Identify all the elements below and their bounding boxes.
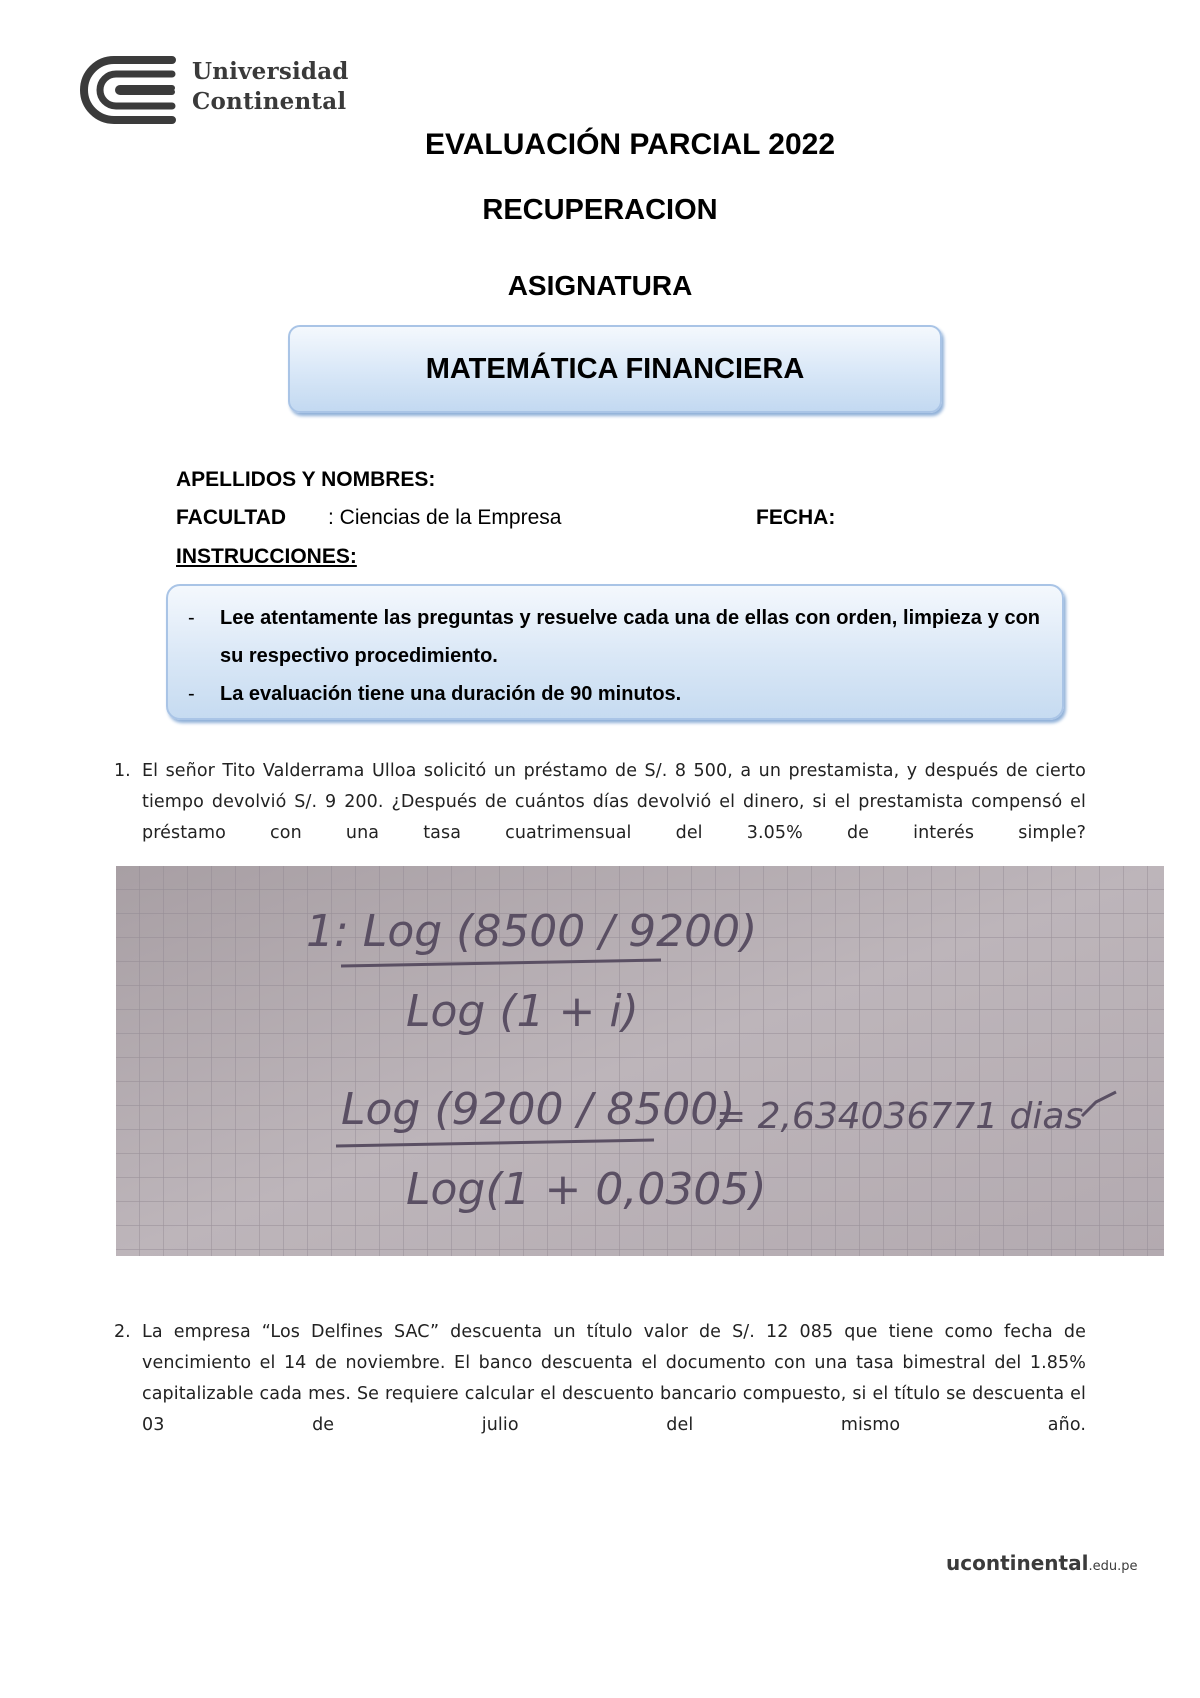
subject-label: ASIGNATURA [507, 270, 693, 301]
continental-logo-icon [76, 52, 182, 128]
instruction-item [188, 675, 1040, 713]
handwritten-line-4: Log(1 + 0,0305) [406, 1164, 767, 1215]
faculty-value: : Ciencias de la Empresa [328, 506, 562, 529]
instruction-item [188, 599, 1040, 675]
handwritten-result: = 2,634036771 dias [716, 1096, 1084, 1137]
instructions-box [166, 584, 1064, 720]
logo-line-2: Continental [192, 88, 347, 115]
instructions-label: INSTRUCCIONES: [176, 545, 357, 568]
exam-title: EVALUACIÓN PARCIAL 2022 [424, 128, 836, 161]
question-number: 2. [114, 1322, 131, 1342]
bullet-dash: - [188, 683, 195, 705]
footer-brand [946, 1551, 1137, 1575]
question-line: El señor Tito Valderrama Ulloa solicitó un préstamo de S/. 8 500, a un prestamista, y después de cierto [142, 761, 1086, 781]
graph-paper-photo [116, 866, 1164, 1256]
handwritten-line-1: 1: Log (8500 / 9200) [306, 906, 758, 957]
university-logo [76, 52, 376, 132]
exam-subtitle: RECUPERACION [482, 194, 718, 226]
instruction-text: Lee atentamente las preguntas y resuelve cada una de ellas con orden, limpieza y con su respectivo procedimiento. [220, 607, 1040, 667]
subject-name: MATEMÁTICA FINANCIERA [425, 352, 805, 385]
question-line: vencimiento el 14 de noviembre. El banco descuenta el documento con una tasa bimestral del 1.85% [142, 1353, 1086, 1373]
question-line: La empresa “Los Delfines SAC” descuenta un título valor de S/. 12 085 que tiene como fecha de [142, 1322, 1086, 1342]
faculty-label: FACULTAD [176, 506, 287, 529]
question-line: 03 de julio del mismo año. [142, 1415, 1086, 1435]
question-line: capitalizable cada mes. Se requiere calcular el descuento bancario compuesto, si el título se descuenta el [142, 1384, 1086, 1404]
logo-line-1: Universidad [192, 58, 349, 85]
subject-box [288, 325, 942, 413]
footer-brand-name: ucontinental [946, 1551, 1089, 1575]
handwritten-line-2: Log (1 + i) [406, 986, 639, 1037]
names-label: APELLIDOS Y NOMBRES: [176, 468, 436, 491]
question-line: préstamo con una tasa cuatrimensual del 3.05% de interés simple? [142, 823, 1086, 843]
question-1 [114, 756, 1086, 849]
question-number: 1. [114, 761, 131, 781]
handwritten-answer-photo [116, 866, 1164, 1256]
question-2 [114, 1317, 1086, 1441]
bullet-dash: - [188, 607, 195, 629]
handwritten-line-3: Log (9200 / 8500) [341, 1084, 736, 1135]
footer-brand-suffix: .edu.pe [1088, 1559, 1138, 1574]
instruction-text: La evaluación tiene una duración de 90 minutos. [220, 683, 682, 705]
date-label: FECHA: [756, 506, 836, 529]
question-line: tiempo devolvió S/. 9 200. ¿Después de cuántos días devolvió el dinero, si el prestamista compensó el [142, 792, 1086, 812]
